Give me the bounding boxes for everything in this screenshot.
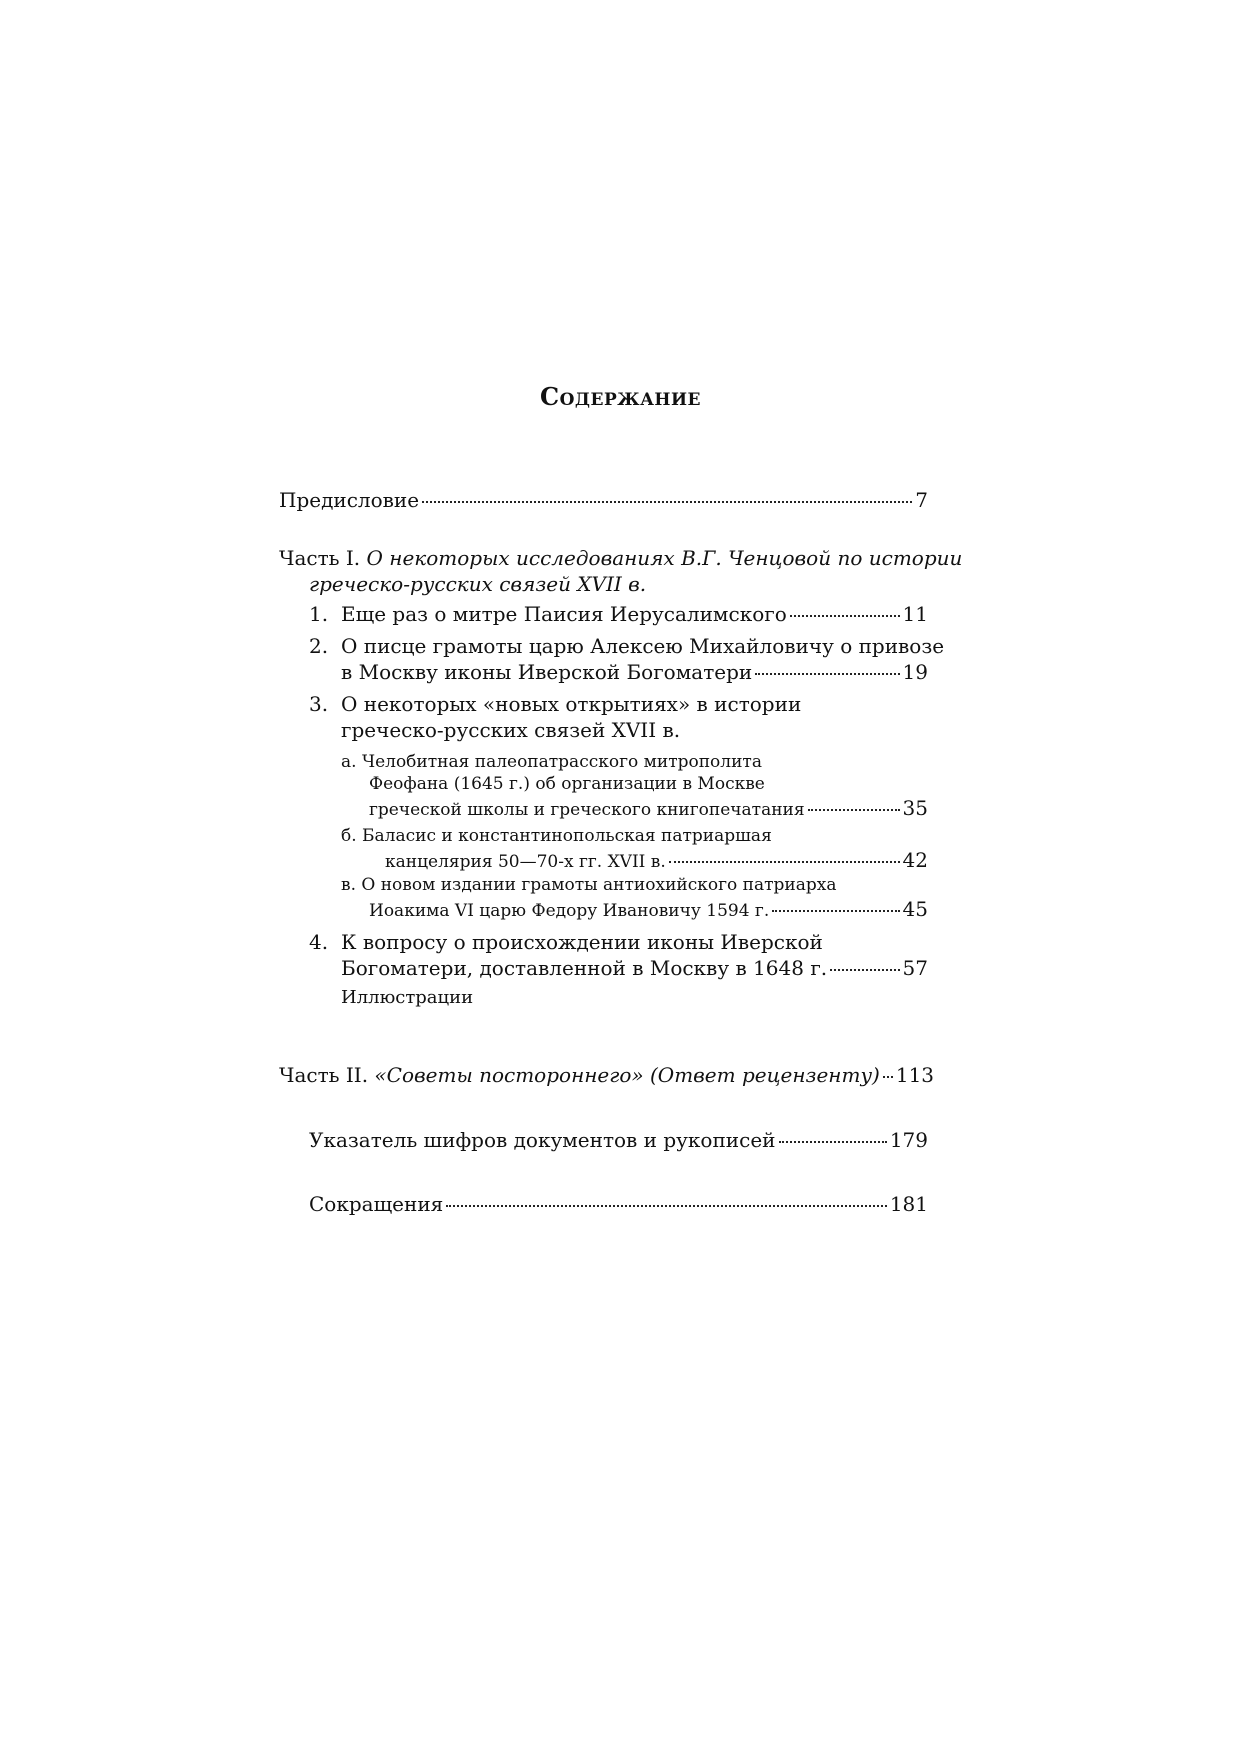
- leader-dots: [790, 614, 900, 617]
- leader-dots: [830, 968, 899, 971]
- leader-dots: [772, 909, 899, 912]
- toc-entry-label: Сокращения: [309, 1192, 444, 1216]
- part-title-cont: греческо-русских связей XVII в.: [309, 572, 647, 596]
- toc-entry-label: [279, 1062, 880, 1088]
- toc-subentry-c[interactable]: [369, 898, 928, 922]
- toc-entry-1[interactable]: [341, 601, 928, 627]
- leader-dots: [422, 500, 912, 503]
- toc-subentry-c-line1[interactable]: [341, 874, 836, 896]
- toc-entry-label-cont: Богоматери, доставленной в Москву в 1648 г.: [341, 956, 828, 980]
- leader-dots: [669, 860, 900, 863]
- toc-page-number: 181: [889, 1192, 928, 1216]
- toc-subentry-a[interactable]: [369, 797, 928, 821]
- part-title: «Советы постороннего» (Ответ рецензенту): [374, 1063, 880, 1087]
- toc-subentry-a-line2: [369, 773, 765, 795]
- leader-dots: [883, 1075, 893, 1078]
- toc-entry-label-cont: греческо-русских связей XVII в.: [341, 718, 681, 742]
- toc-page-number: 42: [902, 848, 928, 872]
- toc-part-2[interactable]: [279, 1062, 935, 1088]
- toc-subentry-b[interactable]: [385, 849, 928, 873]
- toc-entry-label: Иллюстрации: [341, 987, 474, 1008]
- toc-subentry-b-line1[interactable]: [341, 825, 772, 847]
- toc-entry-label: Указатель шифров документов и рукописей: [309, 1128, 776, 1152]
- toc-subentry-label: в. О новом издании грамоты антиохийского патриарха: [341, 875, 837, 895]
- toc-entry-label: О писце грамоты царю Алексею Михайловичу о привозе: [341, 634, 945, 658]
- toc-entry-2[interactable]: [341, 659, 928, 685]
- toc-subentry-label-cont: греческой школы и греческого книгопечатания: [369, 800, 805, 820]
- leader-dots: [755, 672, 899, 675]
- item-number: 2.: [309, 634, 329, 658]
- toc-entry-label: О некоторых «новых открытиях» в истории: [341, 692, 802, 716]
- toc-entry-preface[interactable]: [279, 487, 928, 513]
- toc-subentry-a-line1[interactable]: [341, 751, 762, 773]
- page-title: Содержание: [540, 382, 701, 411]
- toc-page-number: 19: [902, 660, 928, 684]
- item-number: 1.: [309, 602, 329, 626]
- toc-entry-4-line1[interactable]: [341, 929, 823, 955]
- toc-part-1-heading[interactable]: [279, 545, 963, 571]
- toc-entry-2-line1[interactable]: [341, 633, 944, 659]
- toc-entry-label: К вопросу о происхождении иконы Иверской: [341, 930, 823, 954]
- item-number: 4.: [309, 930, 329, 954]
- toc-subentry-label: б. Баласис и константинопольская патриаршая: [341, 826, 772, 846]
- leader-dots: [808, 808, 900, 811]
- toc-page-number: 35: [902, 796, 928, 820]
- toc-subentry-label-cont: Иоакима VI царю Федору Ивановичу 1594 г.: [369, 901, 770, 921]
- toc-subentry-label-cont: Феофана (1645 г.) об организации в Москве: [369, 774, 765, 794]
- toc-entry-3-line2: [341, 717, 680, 743]
- toc-entry-3-line1[interactable]: [341, 691, 801, 717]
- item-number: 3.: [309, 692, 329, 716]
- toc-page-number: 45: [902, 897, 928, 921]
- leader-dots: [779, 1140, 887, 1143]
- toc-page-number: 113: [895, 1063, 935, 1087]
- toc-entry-label: Предисловие: [279, 488, 420, 512]
- toc-page-number: 7: [915, 488, 928, 512]
- leader-dots: [446, 1204, 887, 1207]
- toc-page-number: 57: [902, 956, 928, 980]
- toc-entry-abbreviations[interactable]: [309, 1191, 928, 1217]
- toc-subentry-label-cont: канцелярия 50—70-х гг. XVII в.: [385, 852, 666, 872]
- toc-page-number: 179: [889, 1128, 928, 1152]
- toc-page-number: 11: [902, 602, 928, 626]
- part-title: О некоторых исследованиях В.Г. Ченцовой по истории: [366, 546, 963, 570]
- toc-entry-label: Еще раз о митре Паисия Иерусалимского: [341, 602, 787, 626]
- toc-entry-illustrations[interactable]: [341, 987, 473, 1009]
- toc-entry-4[interactable]: [341, 955, 928, 981]
- toc-subentry-label: а. Челобитная палеопатрасского митрополита: [341, 752, 762, 772]
- toc-entry-index[interactable]: [309, 1127, 928, 1153]
- toc-part-1-heading-cont: [309, 571, 646, 597]
- toc-entry-label-cont: в Москву иконы Иверской Богоматери: [341, 660, 753, 684]
- part-prefix: Часть I.: [279, 546, 361, 570]
- part-prefix: Часть II.: [279, 1063, 369, 1087]
